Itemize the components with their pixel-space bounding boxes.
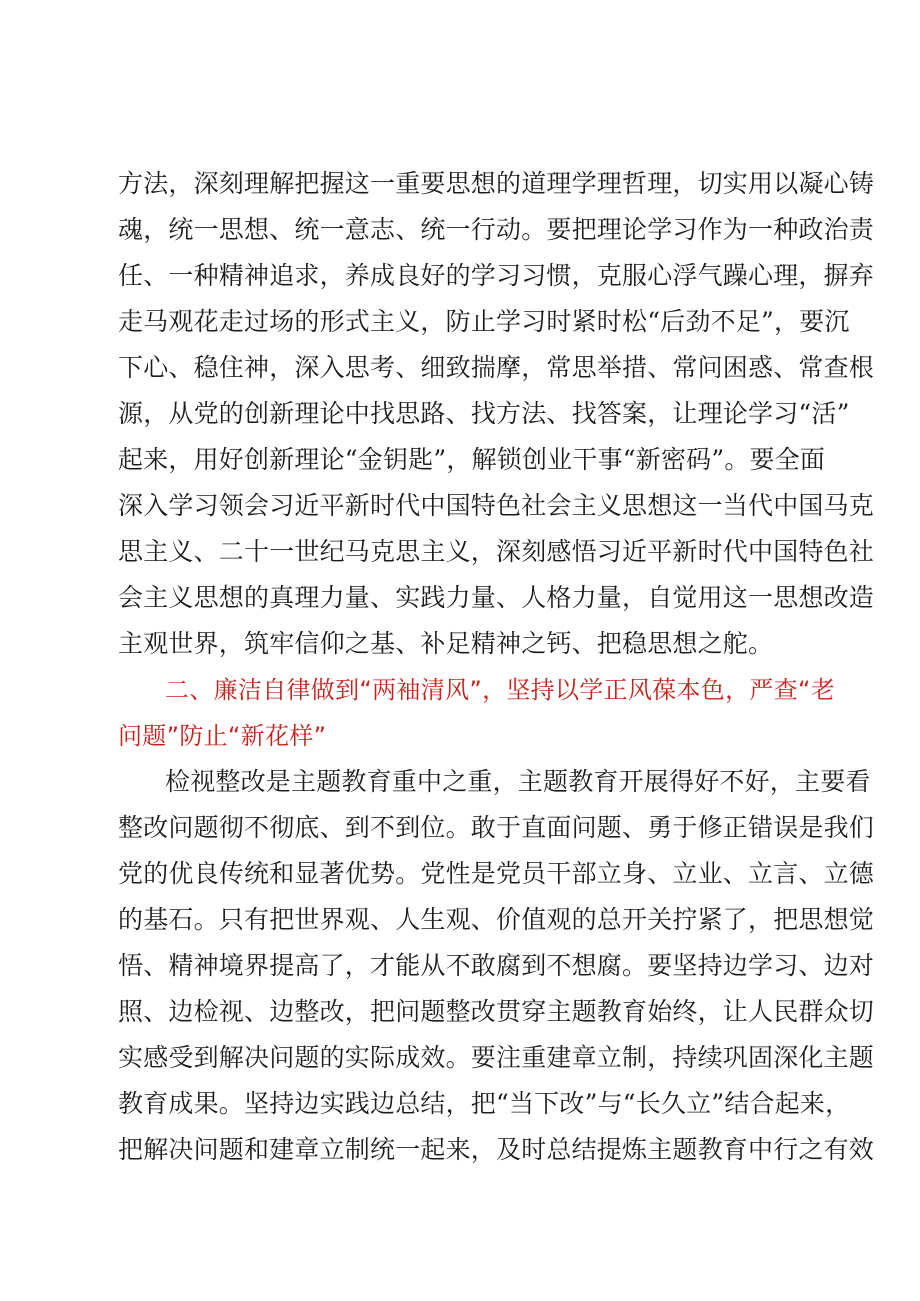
paragraph-1-line: 主观世界，筑牢信仰之基、补足精神之钙、把稳思想之舵。 xyxy=(118,629,774,658)
paragraph-1-line: 深入学习领会习近平新时代中国特色社会主义思想这一当代中国马克 xyxy=(118,491,875,520)
paragraph-2-line: 检视整改是主题教育重中之重，主题教育开展得好不好，主要看 xyxy=(165,767,871,796)
paragraph-1-line: 思主义、二十一世纪马克思主义，深刻感悟习近平新时代中国特色社 xyxy=(118,537,875,566)
paragraph-1-line: 任、一种精神追求，养成良好的学习习惯，克服心浮气躁心理，摒弃 xyxy=(118,261,875,290)
paragraph-2-line: 教育成果。坚持边实践边总结，把“当下改”与“长久立”结合起来， xyxy=(118,1089,851,1118)
paragraph-1-line: 魂，统一思想、统一意志、统一行动。要把理论学习作为一种政治责 xyxy=(118,215,875,244)
paragraph-1-line: 源，从党的创新理论中找思路、找方法、找答案，让理论学习“活” xyxy=(118,399,850,428)
paragraph-2-line: 的基石。只有把世界观、人生观、价值观的总开关拧紧了，把思想觉 xyxy=(118,905,875,934)
paragraph-1-line: 会主义思想的真理力量、实践力量、人格力量，自觉用这一思想改造 xyxy=(118,583,875,612)
paragraph-2-line: 悟、精神境界提高了，才能从不敢腐到不想腐。要坚持边学习、边对 xyxy=(118,951,875,980)
section-heading-line: 问题”防止“新花样” xyxy=(118,722,327,750)
paragraph-2-line: 把解决问题和建章立制统一起来，及时总结提炼主题教育中行之有效 xyxy=(118,1135,875,1164)
paragraph-1-line: 走马观花走过场的形式主义，防止学习时紧时松“后劲不足”，要沉 xyxy=(118,307,850,336)
paragraph-1-line: 起来，用好创新理论“金钥匙”，解锁创业干事“新密码”。要全面 xyxy=(118,445,826,474)
paragraph-2-line: 党的优良传统和显著优势。党性是党员干部立身、立业、立言、立德 xyxy=(118,859,875,888)
paragraph-1-line: 下心、稳住神，深入思考、细致揣摩，常思举措、常问困惑、常查根 xyxy=(118,353,875,382)
paragraph-2-line: 实感受到解决问题的实际成效。要注重建章立制，持续巩固深化主题 xyxy=(118,1043,875,1072)
paragraph-2-line: 整改问题彻不彻底、到不到位。敢于直面问题、勇于修正错误是我们 xyxy=(118,813,875,842)
section-heading-line: 二、廉洁自律做到“两袖清风”，坚持以学正风葆本色，严查“老 xyxy=(165,676,835,704)
paragraph-2-line: 照、边检视、边整改，把问题整改贯穿主题教育始终，让人民群众切 xyxy=(118,997,875,1026)
paragraph-1-line: 方法，深刻理解把握这一重要思想的道理学理哲理，切实用以凝心铸 xyxy=(118,169,875,198)
